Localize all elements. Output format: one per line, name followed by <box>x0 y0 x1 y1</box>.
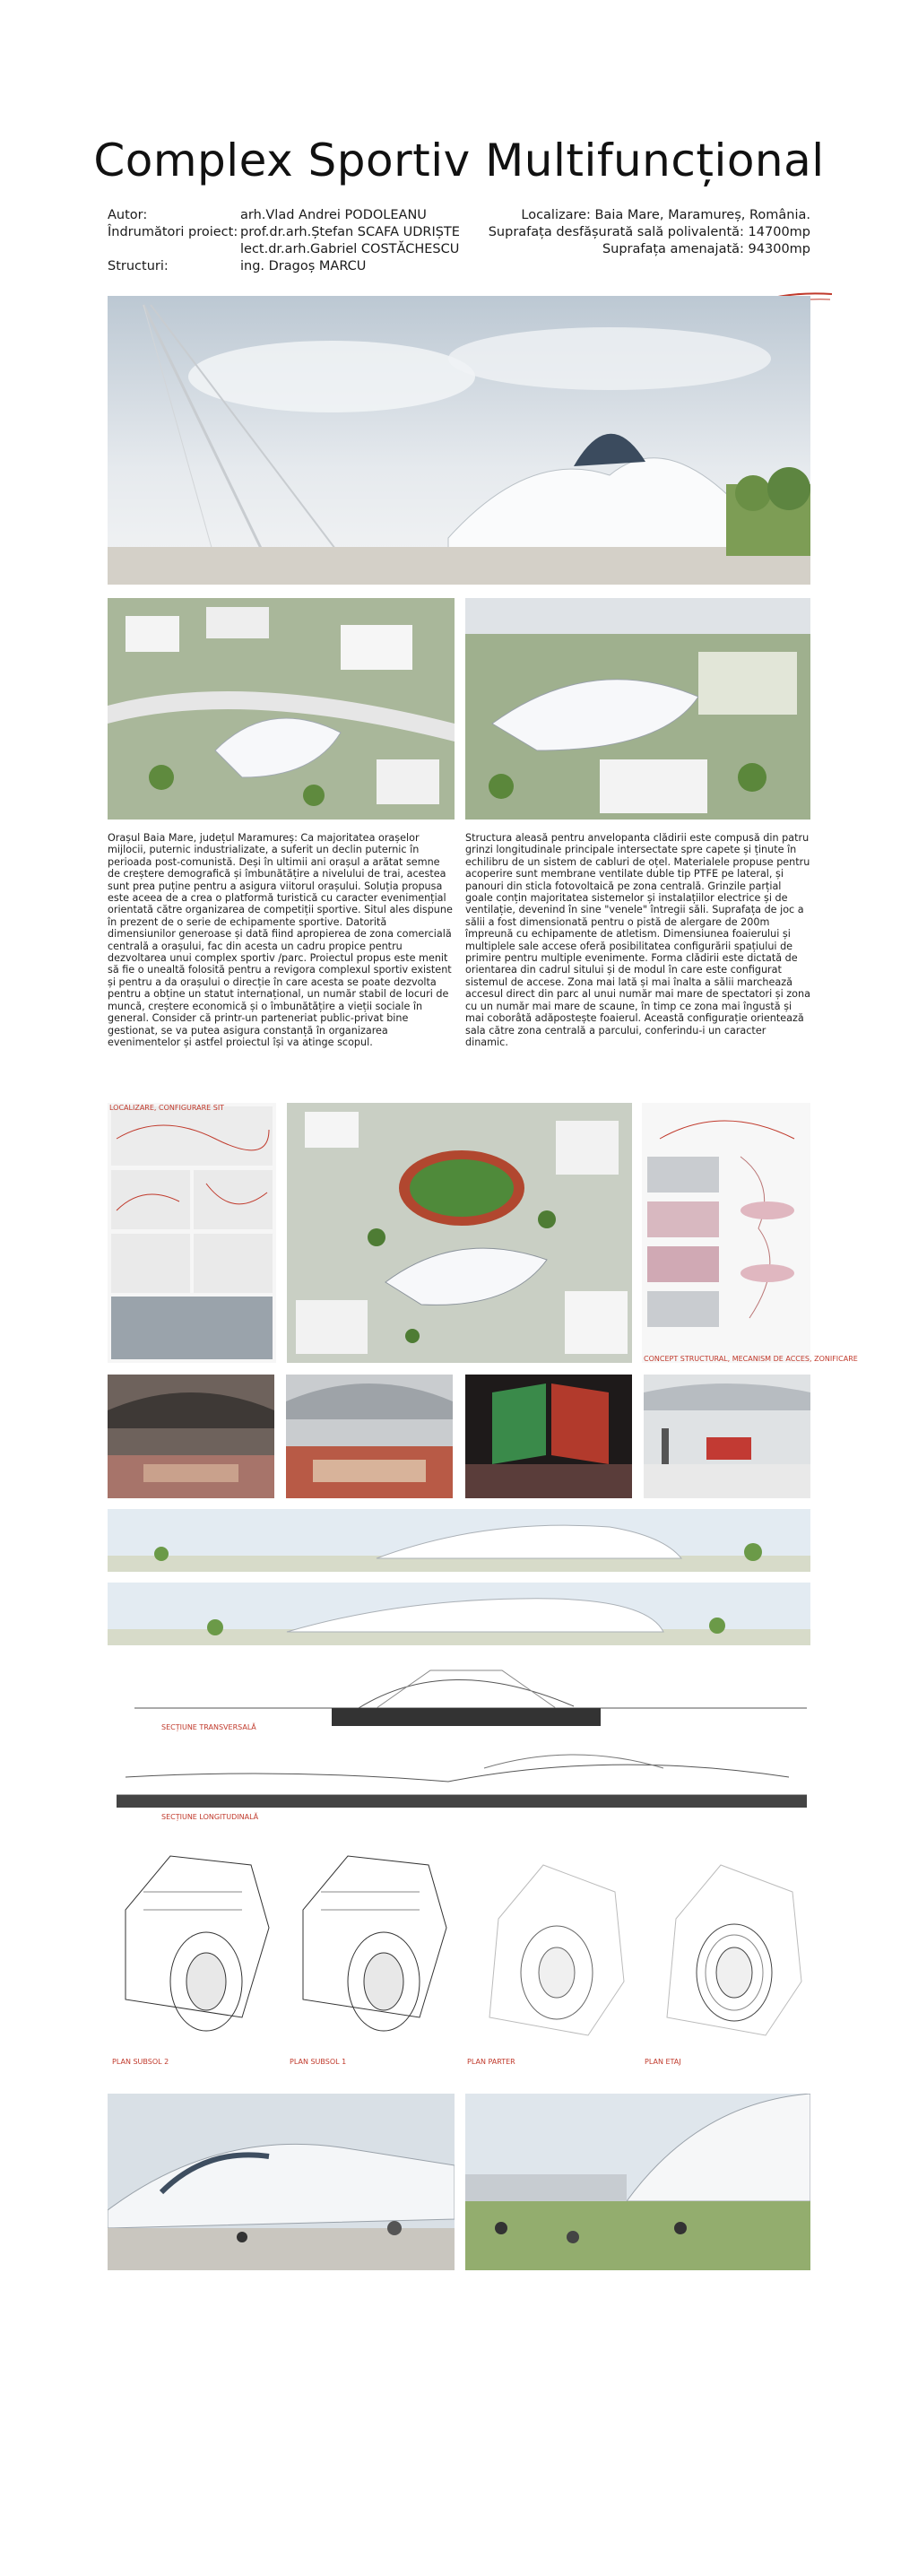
site-area-hall: Suprafața desfășurată sală polivalentă: 14700mp <box>488 225 810 239</box>
interior-render-2-image <box>286 1375 453 1498</box>
caption-plan-basement-1: PLAN SUBSOL 1 <box>290 2058 347 2066</box>
caption-section-transversal: SECȚIUNE TRANSVERSALĂ <box>161 1723 256 1731</box>
interior-render-1-image <box>108 1375 274 1498</box>
foyer-render-image <box>644 1375 810 1498</box>
site-plan-image <box>287 1103 632 1363</box>
plan-basement-2-drawing <box>108 1838 278 2062</box>
site-location: Localizare: Baia Mare, Maramureș, România. <box>521 208 810 222</box>
credit-row: Îndrumători proiect: prof.dr.arh.Ștefan SCAFA UDRIȘTE <box>108 225 460 239</box>
cross-section-drawing <box>108 1652 810 1731</box>
plan-ground-floor-drawing <box>463 1838 633 2062</box>
caption-concept: CONCEPT STRUCTURAL, MECANISM DE ACCES, ZONIFICARE <box>644 1355 858 1363</box>
credits-block <box>108 207 460 275</box>
plan-upper-floor-drawing <box>640 1838 810 2062</box>
elevation-1-image <box>108 1509 810 1572</box>
caption-plan-basement-2: PLAN SUBSOL 2 <box>112 2058 169 2066</box>
page-title: Complex Sportiv Multifuncțional <box>93 134 825 186</box>
credit-row: Structuri: ing. Dragoș MARCU <box>108 259 367 273</box>
hero-render-image <box>108 296 810 585</box>
site-analysis-diagrams <box>108 1103 276 1363</box>
credit-row: Autor: arh.Vlad Andrei PODOLEANU <box>108 208 427 222</box>
caption-plan-upper: PLAN ETAJ <box>645 2058 681 2066</box>
caption-plan-ground: PLAN PARTER <box>467 2058 515 2066</box>
structural-concept-diagrams <box>642 1103 810 1363</box>
description-text-right: Structura aleasă pentru anvelopanta clădirii este compusă din patru grinzi longitudinale principale intersectate spre capete și ținute în echilibru de un sistem de cabluri de oțel. Materialele propuse pentru acoperire sunt membrane ventilate duble tip PTFE pe lateral, și panouri din sticla fotovoltaică pe zona centrală. Grinzile parțial goale conțin majoritatea sistemelor și instalațiilor electrice și de ventilație, devenind în sine "venele" întregii săli. Suprafața de joc a sălii a fost dimensionată pentru o pistă de alergare de 200m împreună cu echipamente de atletism. Dimensiunea foaierului și multiplele sale accese oferă posibilitatea configurării spațiului de primire pentru multiple evenimente. Forma clădirii este dictată de orientarea din cadrul sitului și de modul în care este configurat sistemul de accese. Zona mai lată și mai înalta a sălii marchează accesul direct din parc al unui număr mai mare de spectatori și zona cu un număr mai mare de scaune, în timp ce zona mai îngustă și mai coborâtă adăpostește foaierul. Această configurație orientează sala către zona centrală a parcului, conferindu-i un caracter dinamic. <box>465 832 810 1048</box>
aerial-render-right-image <box>465 598 810 820</box>
description-text-left: Orașul Baia Mare, județul Maramureș: Ca majoritatea orașelor mijlocii, puternic industrializate, a suferit un declin puternic în perioada post-comunistă. Deși în ultimii ani orașul a arătat semne de creștere demografică și îmbunătățire a nivelului de trai, acestea sunt prea puține pentru a asigura viitorul orașului. Soluția propusa este aceea de a crea o platformă turistică cu caracter evenimențial orientată către organizarea de competiții sportive. Situl ales dispune în prezent de o serie de echipamente sportive. Datorită dimensiunilor generoase și dată fiind apropierea de zona comercială centrală a orașului, fac din acesta un cadru propice pentru dezvoltarea unui complex sportiv /parc. Proiectul propus este menit să fie o unealtă folosită pentru a revigora complexul sportiv existent și pentru a da orașului o direcție în care acesta se poate dezvolta pentru a obține un statut internațional, un număr stabil de locuri de muncă, creștere economică și o îmbunătățire a vieții sociale în general. Consider că printr-un parteneriat public-privat bine gestionat, se va putea asigura constanță în organizarea evenimentelor și astfel proiectul își va atinge scopul. <box>108 832 453 1048</box>
longitudinal-section-drawing <box>108 1741 810 1820</box>
caption-location: LOCALIZARE, CONFIGURARE SIT <box>109 1104 225 1112</box>
elevation-2-image <box>108 1583 810 1645</box>
plaza-render-right-image <box>465 2094 810 2270</box>
plaza-render-left-image <box>108 2094 455 2270</box>
site-info-block <box>489 207 810 258</box>
interior-render-3-image <box>465 1375 632 1498</box>
aerial-render-left-image <box>108 598 455 820</box>
site-area-total: Suprafața amenajată: 94300mp <box>602 242 810 256</box>
credit-row: lect.dr.arh.Gabriel COSTĂCHESCU <box>240 242 460 256</box>
plan-basement-1-drawing <box>285 1838 455 2062</box>
caption-section-longitudinal: SECȚIUNE LONGITUDINALĂ <box>161 1813 259 1821</box>
